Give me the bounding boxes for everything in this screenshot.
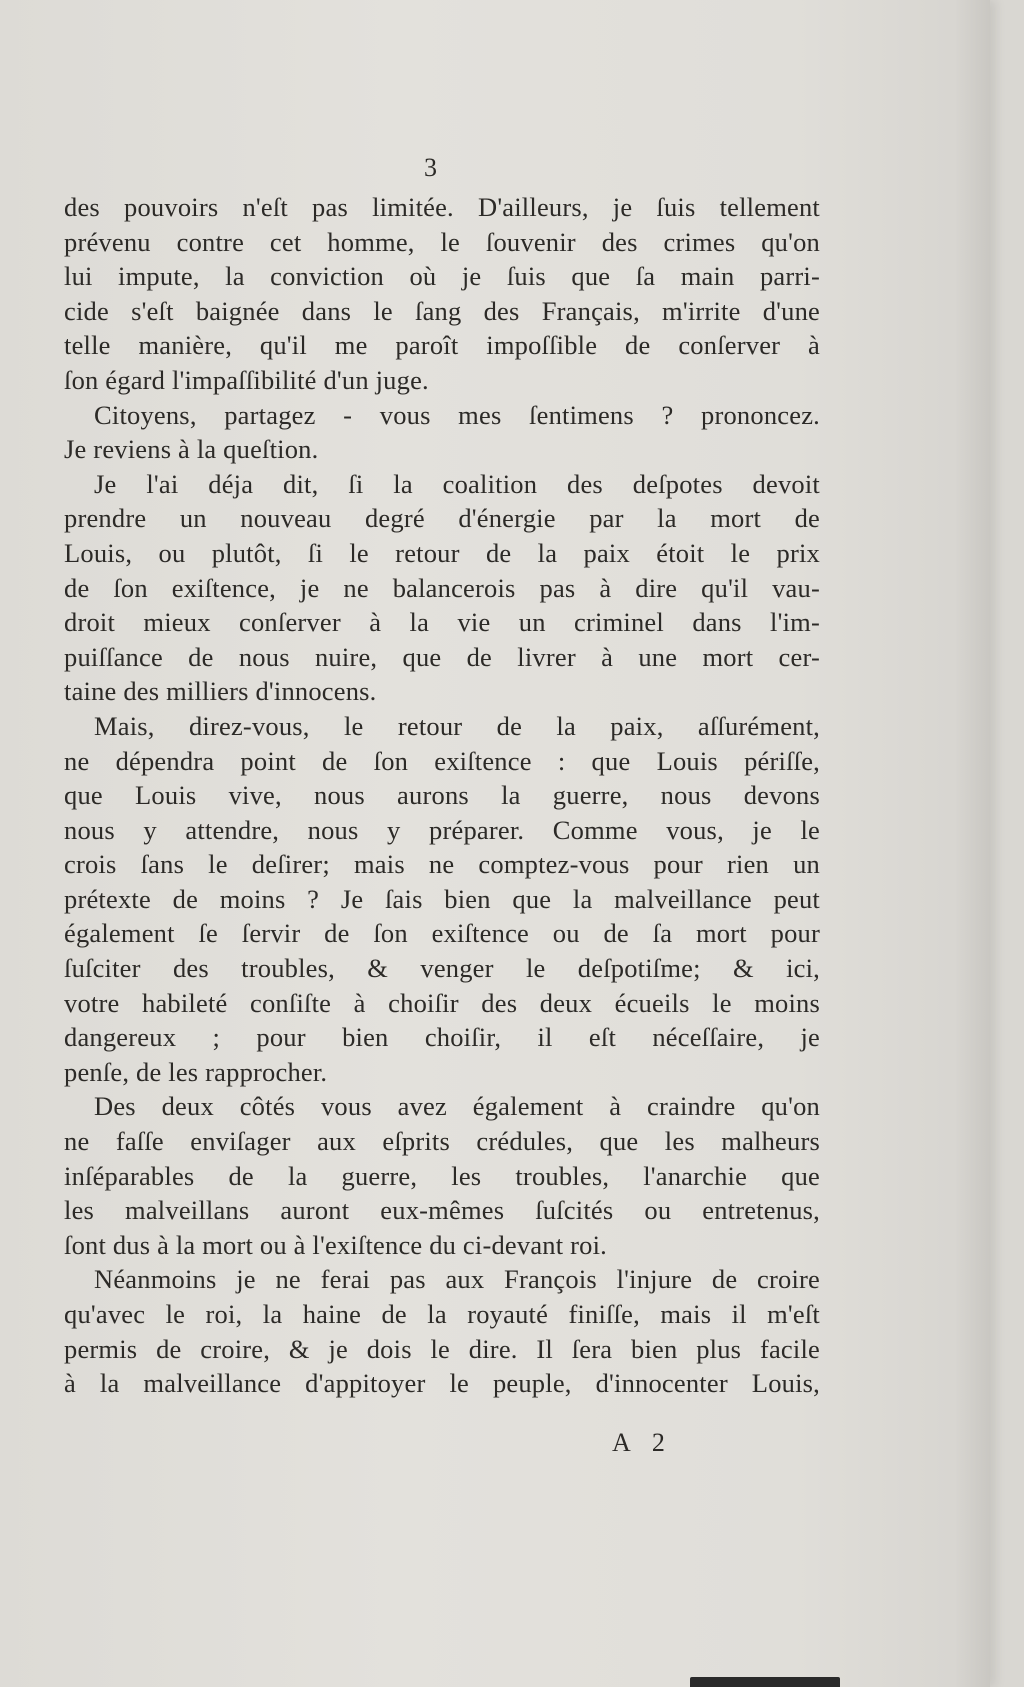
text-line: ſont dus à la mort ou à l'exiſtence du ci-devant roi. xyxy=(64,1229,608,1260)
page-edge xyxy=(956,0,990,1687)
text-line: prétexte de moins ? Je ſais bien que la malveillance peut xyxy=(64,883,820,914)
text-line: lui impute, la conviction où je ſuis que ſa main parri- xyxy=(64,261,820,292)
text-line: les malveillans auront eux-mêmes ſuſcités ou entretenus, xyxy=(64,1195,820,1226)
text-line: taine des milliers d'innocens. xyxy=(64,676,377,707)
text-line: nous y attendre, nous y préparer. Comme vous, je le xyxy=(64,814,820,845)
text-line: prévenu contre cet homme, le ſouvenir des crimes qu'on xyxy=(64,226,820,257)
text-line: Louis, ou plutôt, ſi le retour de la paix étoit le prix xyxy=(64,537,820,568)
text-line: à la malveillance d'appitoyer le peuple, d'innocenter Louis, xyxy=(64,1368,820,1399)
text-line: que Louis vive, nous aurons la guerre, nous devons xyxy=(64,780,820,811)
text-line: prendre un nouveau degré d'énergie par la mort de xyxy=(64,503,820,534)
text-line: dangereux ; pour bien choiſir, il eſt néceſſaire, je xyxy=(64,1022,820,1053)
text-line: Je reviens à la queſtion. xyxy=(64,434,319,465)
text-line: ſon égard l'impaſſibilité d'un juge. xyxy=(64,364,429,395)
text-line: cide s'eſt baignée dans le ſang des Français, m'irrite d'une xyxy=(64,295,820,326)
text-line: ne faſſe enviſager aux eſprits crédules, que les malheurs xyxy=(64,1126,820,1157)
text-line: des pouvoirs n'eſt pas limitée. D'ailleurs, je ſuis tellement xyxy=(64,192,820,222)
text-line: qu'avec le roi, la haine de la royauté finiſſe, mais il m'eſt xyxy=(64,1299,820,1329)
text-line: ne dépendra point de ſon exiſtence : que Louis périſſe, xyxy=(64,745,820,776)
text-line: Néanmoins je ne ferai pas aux François l'injure de croire xyxy=(94,1264,820,1295)
text-line: inſéparables de la guerre, les troubles, l'anarchie que xyxy=(64,1160,820,1191)
body-text xyxy=(64,190,820,1401)
scan-artifact xyxy=(690,1677,840,1687)
text-line: Des deux côtés vous avez également à craindre qu'on xyxy=(94,1091,820,1122)
text-line: permis de croire, & je dois le dire. Il ſera bien plus facile xyxy=(64,1333,820,1364)
page-number: 3 xyxy=(424,153,437,182)
text-line: Citoyens, partagez - vous mes ſentimens ? prononcez. xyxy=(94,399,820,430)
text-line: Mais, direz-vous, le retour de la paix, aſſurément, xyxy=(94,710,820,741)
text-line: telle manière, qu'il me paroît impoſſible de conſerver à xyxy=(64,330,820,361)
text-line: penſe, de les rapprocher. xyxy=(64,1056,328,1087)
text-line: crois ſans le deſirer; mais ne comptez-vous pour rien un xyxy=(64,849,820,880)
text-line: puiſſance de nous nuire, que de livrer à une mort cer- xyxy=(64,641,820,672)
text-line: votre habileté conſiſte à choiſir des deux écueils le moins xyxy=(64,987,820,1018)
text-line: également ſe ſervir de ſon exiſtence ou de ſa mort pour xyxy=(64,918,820,949)
signature-mark: A 2 xyxy=(612,1428,673,1457)
text-line: de ſon exiſtence, je ne balancerois pas à dire qu'il vau- xyxy=(64,572,820,603)
text-line: droit mieux conſerver à la vie un criminel dans l'im- xyxy=(64,607,820,638)
text-line: ſuſciter des troubles, & venger le deſpotiſme; & ici, xyxy=(64,953,820,984)
text-line: Je l'ai déja dit, ſi la coalition des deſpotes devoit xyxy=(94,468,820,499)
